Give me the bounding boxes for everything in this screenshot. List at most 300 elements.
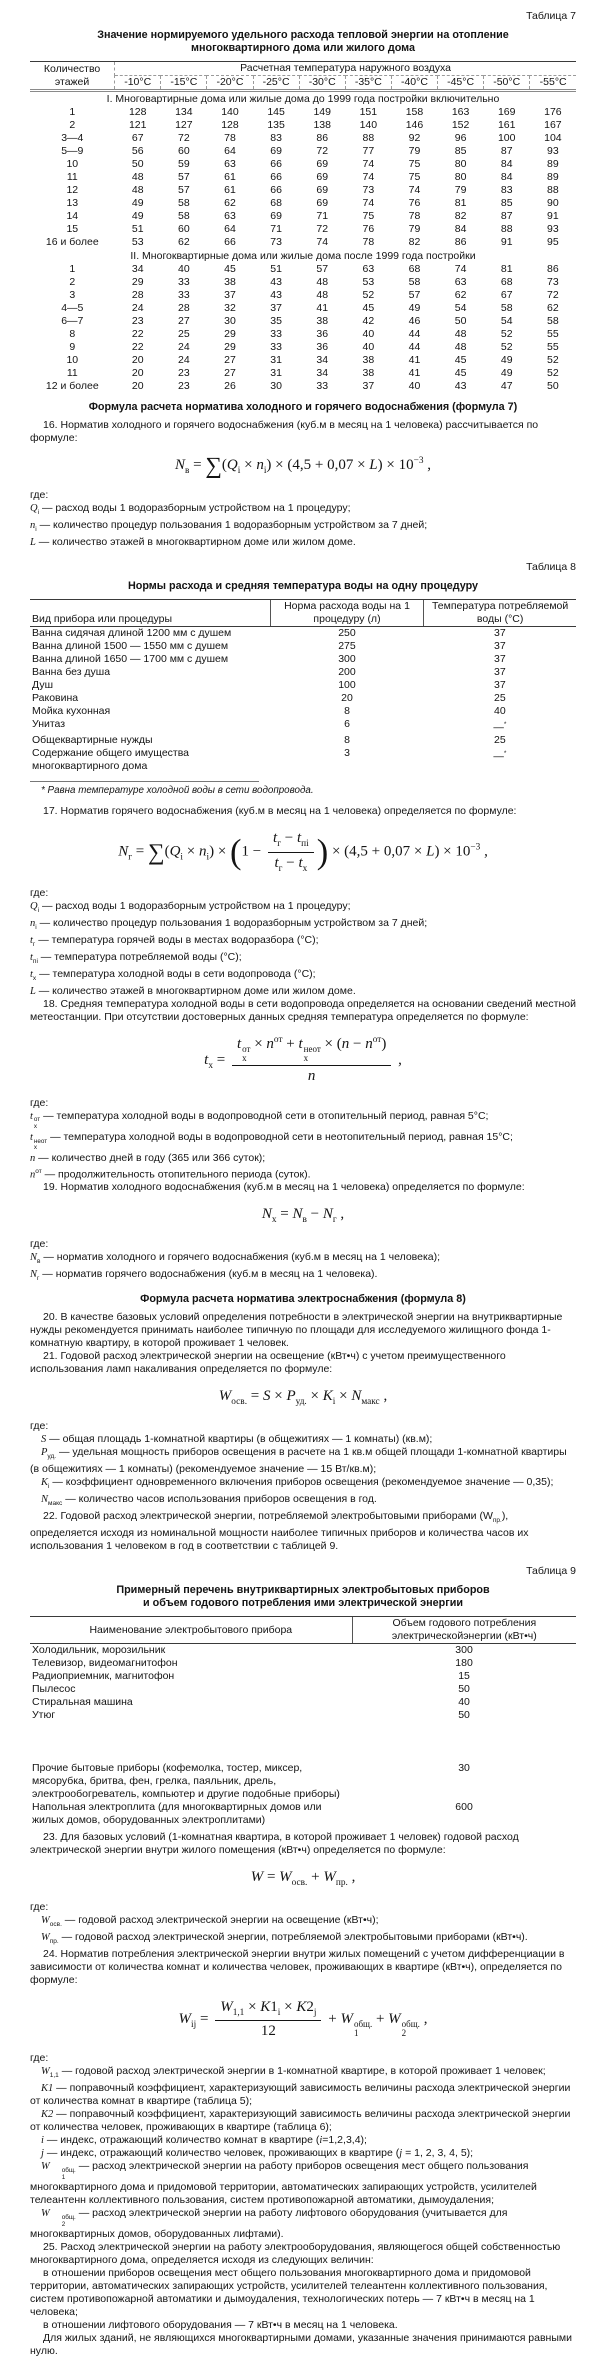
value-cell: 67	[131, 132, 144, 144]
where-label: где:	[30, 1900, 49, 1913]
value-cell: 45	[454, 354, 467, 366]
value-cell: 43	[270, 289, 282, 301]
value-cell: 93	[547, 145, 559, 157]
device-cell: Ванна длиной 1650 — 1700 мм с душем	[32, 652, 229, 665]
value-cell: 30	[224, 315, 236, 327]
table7	[30, 61, 576, 393]
value-cell: 38	[224, 276, 236, 288]
value-cell: 71	[316, 210, 329, 222]
appliance-cell: Холодильник, морозильник	[32, 1644, 166, 1657]
value-cell: 69	[316, 158, 329, 170]
value-cell: 41	[408, 367, 421, 379]
value-cell: 34	[131, 263, 144, 275]
temp-cell: 37	[494, 665, 506, 678]
table9-col2-header: Объем годового потребления электрическойэнергии (кВт•ч)	[352, 1617, 576, 1644]
value-cell: 51	[270, 263, 282, 275]
temp-cell: 37	[494, 652, 506, 665]
footnote-rule	[30, 781, 259, 782]
value-cell: 43	[270, 276, 282, 288]
value-cell: 127	[175, 119, 193, 131]
floors-cell: 13	[66, 197, 79, 209]
floors-cell: 1	[69, 106, 76, 118]
value-cell: 22	[131, 328, 144, 340]
appliance-cell: Прочие бытовые приборы (кофемолка, тостер, миксер, мясорубка, бритва, фен, грелка, паяльник, дрель, электрообогреватель, компьютер и другие подобные приборы)	[32, 1762, 340, 1801]
value-cell: 50	[547, 380, 559, 392]
definition-item: K1 — поправочный коэффициент, характеризующий зависимость величины расхода электрической энергии от количества комнат в квартире (таблица 5);	[30, 2082, 571, 2108]
table9-title-line1: Примерный перечень внутриквартирных электробытовых приборов	[116, 1584, 490, 1597]
value-cell: 68	[408, 263, 421, 275]
value-cell: 93	[547, 223, 559, 235]
paragraph-25: 25. Расход электрической энергии на работу электрооборудования, являющегося общей собственностью многоквартирного дома, определяется исходя из следующих величин:	[30, 2241, 561, 2267]
value-cell: 69	[316, 184, 329, 196]
table-row	[30, 1657, 576, 1670]
value-cell: 169	[497, 106, 516, 118]
value-cell: 134	[175, 106, 193, 118]
consumption-cell: 40	[458, 1696, 470, 1709]
definition-item: j — индекс, отражающий количество человек, проживающих в квартире (j = 1, 2, 3, 4, 5);	[41, 2147, 474, 2160]
definition-item: W общ. 2 — расход электрической энергии на работу лифтового оборудования (учитывается для многоквартирных домов, оборудованных лифтами).	[30, 2207, 508, 2241]
paragraph-16: 16. Норматив холодного и горячего водоснабжения (куб.м в месяц на 1 человека) рассчитывается по формуле:	[30, 419, 539, 444]
value-cell: 52	[362, 289, 375, 301]
value-cell: 67	[500, 289, 513, 301]
value-cell: 69	[270, 145, 282, 157]
floors-cell: 11	[66, 171, 78, 183]
table-row	[30, 184, 576, 197]
value-cell: 128	[128, 106, 147, 118]
value-cell: 85	[454, 145, 467, 157]
value-cell: 23	[177, 367, 190, 379]
table7-title-line2: многоквартирного дома или жилого дома	[191, 42, 415, 54]
value-cell: 20	[131, 380, 144, 392]
table8-title: Нормы расхода и средняя температура воды на одну процедуру	[127, 579, 479, 592]
definition-item: $P_{уд.}$ — удельная мощность приборов освещения в расчете на 1 кв.м общей площади 1-комнатной квартиры (в общежитиях — 1 комнаты) (рекомендуемое значение — 15 Вт/кв.м);	[30, 1445, 567, 1475]
value-cell: 86	[547, 263, 559, 275]
value-cell: 38	[316, 315, 329, 327]
floors-cell: 1	[69, 263, 76, 275]
table7-label: Таблица 7	[526, 10, 576, 22]
table7-section1-body	[30, 106, 576, 249]
value-cell: 82	[408, 236, 421, 248]
value-cell: 49	[408, 302, 421, 314]
definition-item: $N_г$ — норматив горячего водоснабжения (куб.м в месяц на 1 человека).	[30, 1267, 378, 1283]
value-cell: 66	[224, 236, 236, 248]
temp-header-cell: -25°С	[253, 76, 299, 91]
table7-title	[30, 29, 576, 55]
value-cell: 38	[362, 354, 375, 366]
value-cell: 23	[131, 315, 144, 327]
value-cell: 45	[362, 302, 375, 314]
value-cell: 63	[362, 263, 375, 275]
value-cell: 26	[224, 380, 236, 392]
temp-cell: —*	[493, 750, 507, 763]
value-cell: 55	[547, 341, 559, 353]
where-label: где:	[30, 1419, 49, 1432]
value-cell: 76	[408, 197, 421, 209]
table7-title-line1: Значение нормируемого удельного расхода тепловой энергии на отопление	[97, 29, 509, 41]
value-cell: 82	[454, 210, 467, 222]
consumption-cell: 300	[455, 1644, 473, 1657]
value-cell: 61	[224, 171, 236, 183]
value-cell: 74	[454, 263, 467, 275]
where-label: где:	[30, 886, 49, 899]
table8-footnote: * Равна температуре холодной воды в сети водопровода.	[41, 785, 314, 797]
table9	[30, 1616, 576, 1827]
value-cell: 158	[405, 106, 424, 118]
table7-section2-body	[30, 263, 576, 393]
value-cell: 49	[131, 210, 144, 222]
value-cell: 78	[224, 132, 236, 144]
formula-energy-norm: $W_{ij}$ = $\frac{W_{1,1} \times K1_i \times K2_j}{12}$ + W общ. 1 + W общ. 2 ,	[178, 1998, 428, 2040]
where-list-19	[30, 1251, 576, 1285]
temp-header-cell: -35°С	[345, 76, 391, 91]
value-cell: 57	[177, 171, 190, 183]
table-row	[30, 223, 576, 236]
value-cell: 79	[408, 223, 421, 235]
value-cell: 100	[497, 132, 516, 144]
value-cell: 54	[454, 302, 467, 314]
paragraph-20: 20. В качестве базовых условий определения потребности в электрической энергии на внутриквартирные нужды рекомендуется принимать наиболее типичную по площади для исследуемого жилищного фонда 1-комнатную квартиру, в которой проживает 1 человек.	[30, 1311, 563, 1350]
value-cell: 59	[177, 158, 190, 170]
definition-item: $W_{пр.}$ — годовой расход электрической энергии, потребляемой электробытовыми приборами (кВт•ч).	[41, 1930, 528, 1945]
value-cell: 66	[270, 184, 282, 196]
table-row	[30, 341, 576, 354]
value-cell: 27	[224, 354, 236, 366]
appliance-cell: Стиральная машина	[32, 1696, 133, 1709]
formula-cold-water-temp: $t_х$ = t от х × $n^{от} + t$ неот х × $(n - n^{от})$ n ,	[204, 1034, 402, 1084]
temp-cell: 37	[494, 626, 506, 639]
table-row	[30, 210, 576, 223]
definition-item: t от х — температура холодной воды в водопроводной сети в отопительный период, равная 5°С;	[30, 1109, 489, 1131]
value-cell: 63	[224, 210, 236, 222]
value-cell: 68	[500, 276, 513, 288]
table-row	[30, 302, 576, 315]
value-cell: 135	[267, 119, 285, 131]
temp-header-cell: -15°С	[161, 76, 207, 91]
norm-cell: 20	[341, 691, 353, 704]
table8	[30, 599, 576, 774]
value-cell: 78	[362, 236, 375, 248]
value-cell: 140	[221, 106, 239, 118]
value-cell: 88	[500, 223, 513, 235]
value-cell: 83	[500, 184, 513, 196]
paragraph-25-item1: в отношении приборов освещения мест общего пользования многоквартирного дома и придомовой территории, автоматических запирающих устройств, усилителей телеантенн коллективного пользования, систем противопожарной автоматики и дымоудаления, технологических потерь — 7 кВт•ч в месяц на 1 человека;	[30, 2267, 548, 2319]
value-cell: 149	[313, 106, 331, 118]
value-cell: 69	[316, 197, 329, 209]
value-cell: 28	[177, 302, 190, 314]
table7-section2-title: II. Многоквартирные дома или жилые дома после 1999 года постройки	[130, 250, 476, 262]
value-cell: 24	[177, 341, 190, 353]
value-cell: 38	[362, 367, 375, 379]
value-cell: 60	[177, 223, 190, 235]
floors-cell: 3	[69, 289, 76, 301]
value-cell: 74	[362, 171, 375, 183]
temp-cell: —*	[493, 720, 507, 734]
paragraph-22: 22. Годовой расход электрической энергии, потребляемой электробытовыми приборами $(W_{пр.})$, определяется исходя из номинальной мощности наиболее типичных приборов и количества часов их использования 1 человеком в год в соответствии с таблицей 9.	[30, 1509, 529, 1553]
value-cell: 176	[544, 106, 562, 118]
value-cell: 83	[270, 132, 282, 144]
value-cell: 56	[131, 145, 144, 157]
value-cell: 36	[316, 328, 329, 340]
value-cell: 138	[313, 119, 331, 131]
device-cell: Содержание общего имущества многоквартирного дома	[32, 747, 190, 773]
value-cell: 41	[316, 302, 329, 314]
temp-header-cell: -20°С	[207, 76, 253, 91]
value-cell: 85	[500, 197, 513, 209]
heading-formula8: Формула расчета норматива электроснабжения (формула 8)	[140, 1293, 466, 1306]
table-row	[30, 354, 576, 367]
value-cell: 72	[316, 145, 329, 157]
value-cell: 63	[224, 158, 236, 170]
floors-cell: 2	[69, 119, 76, 131]
value-cell: 76	[362, 223, 375, 235]
value-cell: 40	[408, 380, 421, 392]
value-cell: 62	[177, 236, 190, 248]
value-cell: 151	[359, 106, 378, 118]
value-cell: 69	[270, 210, 282, 222]
device-cell: Унитаз	[32, 717, 66, 730]
norm-cell: 200	[338, 665, 356, 678]
device-cell: Мойка кухонная	[32, 704, 111, 717]
value-cell: 41	[408, 354, 421, 366]
table8-col2-header: Норма расхода воды на 1 процедуру (л)	[270, 599, 424, 626]
value-cell: 20	[131, 367, 144, 379]
value-cell: 62	[547, 302, 559, 314]
value-cell: 43	[454, 380, 467, 392]
definition-item: K2 — поправочный коэффициент, характеризующий зависимость величины расхода электрической энергии от количества человек, проживающих в квартире (таблица 6);	[30, 2108, 571, 2134]
where-list-18	[30, 1110, 576, 1182]
value-cell: 74	[316, 236, 329, 248]
value-cell: 79	[454, 184, 467, 196]
floors-cell: 15	[66, 223, 79, 235]
value-cell: 58	[408, 276, 421, 288]
floors-cell: 4—5	[61, 302, 84, 314]
table-row	[30, 158, 576, 171]
value-cell: 74	[362, 197, 375, 209]
value-cell: 87	[500, 210, 513, 222]
value-cell: 42	[362, 315, 375, 327]
table8-col3-header: Температура потребляемой воды (°С)	[424, 599, 576, 626]
temp-cell: 37	[494, 639, 506, 652]
appliance-cell: Радиоприемник, магнитофон	[32, 1670, 175, 1683]
table-row	[30, 276, 576, 289]
value-cell: 80	[454, 158, 467, 170]
temp-cell: 25	[494, 691, 506, 704]
where-label: где:	[30, 488, 49, 501]
where-list-24	[30, 2065, 576, 2241]
definition-item: $Q_i$ — расход воды 1 водоразборным устройством на 1 процедуру;	[30, 899, 351, 914]
table9-label: Таблица 9	[526, 1565, 576, 1578]
value-cell: 61	[224, 184, 236, 196]
value-cell: 72	[316, 223, 329, 235]
value-cell: 24	[131, 302, 144, 314]
value-cell: 37	[362, 380, 375, 392]
value-cell: 36	[316, 341, 329, 353]
paragraph-25-final: Для жилых зданий, не являющихся многоквартирными домами, указанные значения принимаются равными нулю.	[30, 2332, 572, 2358]
definition-item: $n_i$ — количество процедур пользования 1 водоразборным устройством за 7 дней;	[30, 916, 428, 931]
temp-header-cell: -50°С	[484, 76, 530, 91]
floors-cell: 8	[69, 328, 76, 340]
value-cell: 58	[177, 210, 190, 222]
table-row	[30, 747, 576, 773]
formula-total-energy: $W = W_{осв.} + W_{пр.}$ ,	[250, 1869, 356, 1889]
value-cell: 91	[500, 236, 513, 248]
norm-cell: 100	[338, 678, 356, 691]
norm-cell: 6	[344, 717, 350, 730]
value-cell: 121	[128, 119, 147, 131]
table-row	[30, 1670, 576, 1683]
value-cell: 95	[547, 236, 559, 248]
table-row	[30, 106, 576, 119]
definition-item: $N_в$ — норматив холодного и горячего водоснабжения (куб.м в месяц на 1 человека);	[30, 1250, 441, 1265]
value-cell: 80	[454, 171, 467, 183]
table7-floors-header: Количество этажей	[30, 62, 115, 91]
value-cell: 57	[408, 289, 421, 301]
value-cell: 29	[131, 276, 144, 288]
table-row	[30, 692, 576, 705]
table7-header	[30, 62, 576, 91]
table9-header	[30, 1617, 576, 1644]
appliance-cell: Напольная электроплита (для многоквартирных домов или жилых домов, оборудованных электроплитами)	[32, 1801, 322, 1827]
consumption-cell: 50	[458, 1709, 470, 1722]
definition-item: $W_{1,1}$ — годовой расход электрической энергии в 1-комнатной квартире, в которой проживает 1 человек;	[41, 2065, 546, 2080]
table-row	[30, 1762, 576, 1801]
value-cell: 54	[500, 315, 513, 327]
value-cell: 34	[316, 367, 329, 379]
device-cell: Раковина	[32, 691, 79, 704]
appliance-cell: Телевизор, видеомагнитофон	[32, 1657, 178, 1670]
norm-cell: 8	[344, 704, 350, 717]
value-cell: 161	[497, 119, 516, 131]
definition-item: $n^{от}$ — продолжительность отопительного периода (суток).	[30, 1167, 311, 1181]
value-cell: 57	[316, 263, 329, 275]
norm-cell: 300	[338, 652, 356, 665]
value-cell: 84	[500, 171, 513, 183]
floors-cell: 16 и более	[45, 236, 99, 248]
value-cell: 58	[500, 302, 513, 314]
where-label: где:	[30, 2052, 49, 2065]
value-cell: 27	[224, 367, 236, 379]
table-row	[30, 1801, 576, 1827]
temp-cell: 25	[494, 734, 506, 747]
floors-cell: 10	[66, 158, 79, 170]
value-cell: 44	[408, 341, 421, 353]
table-row	[30, 718, 576, 735]
value-cell: 29	[224, 328, 236, 340]
value-cell: 66	[270, 171, 282, 183]
where-label: где:	[30, 1096, 49, 1109]
value-cell: 35	[270, 315, 282, 327]
value-cell: 60	[177, 145, 190, 157]
definition-item: t неот х — температура холодной воды в водопроводной сети в неотопительный период, равная 15°С;	[30, 1130, 513, 1152]
value-cell: 45	[454, 367, 467, 379]
value-cell: 91	[547, 210, 559, 222]
value-cell: 145	[267, 106, 285, 118]
value-cell: 49	[500, 354, 513, 366]
table-row	[30, 653, 576, 666]
definition-item: S — общая площадь 1-комнатной квартиры (в общежитиях — 1 комнаты) (кв.м);	[41, 1432, 433, 1445]
table-row	[30, 1696, 576, 1709]
table9-col1-header: Наименование электробытового прибора	[30, 1617, 352, 1644]
value-cell: 37	[224, 289, 236, 301]
definition-item: $K_i$ — коэффициент одновременного включения приборов освещения (рекомендуемое значение — 0,35);	[41, 1475, 554, 1490]
table-row	[30, 626, 576, 640]
paragraph-17: 17. Норматив горячего водоснабжения (куб.м в месяц на 1 человека) определяется по формуле:	[43, 805, 517, 818]
value-cell: 31	[270, 354, 282, 366]
value-cell: 104	[544, 132, 562, 144]
table-row	[30, 666, 576, 679]
paragraph-24: 24. Норматив потребления электрической энергии внутри жилых помещений с учетом дифференциации в зависимости от количества комнат и количества человек, проживающих в квартире (кВт•ч), определяется по формуле:	[30, 1947, 565, 1986]
value-cell: 68	[270, 197, 282, 209]
formula-hot-water: $N_г = \sum(Q_i \times n_i) \times (1$ − $\frac{t_г - t_{пi}}{t_г - t_х}$ ) × $(4,5 + 0,07 \times L) \times 10^{-3}$ ,	[118, 830, 488, 874]
value-cell: 84	[454, 223, 467, 235]
where-list-21	[30, 1433, 576, 1510]
temp-header-cell: -45°С	[438, 76, 484, 91]
value-cell: 73	[547, 276, 559, 288]
table-row	[30, 289, 576, 302]
value-cell: 33	[177, 276, 190, 288]
value-cell: 58	[547, 315, 559, 327]
consumption-cell: 15	[458, 1670, 470, 1683]
value-cell: 53	[131, 236, 144, 248]
norm-cell: 250	[338, 626, 356, 639]
table-row	[30, 679, 576, 692]
norm-cell: 3	[344, 747, 350, 760]
value-cell: 57	[177, 184, 190, 196]
definition-item: $t_{пi}$ — температура потребляемой воды (°С);	[30, 950, 242, 965]
temp-header-cell: -30°С	[299, 76, 345, 91]
table-row	[30, 1683, 576, 1696]
value-cell: 52	[500, 341, 513, 353]
value-cell: 52	[547, 354, 559, 366]
definition-item: L — количество этажей в многоквартирном доме или жилом доме.	[30, 984, 356, 997]
temp-header-cell: -55°С	[530, 76, 576, 91]
value-cell: 48	[454, 341, 467, 353]
value-cell: 30	[270, 380, 282, 392]
device-cell: Душ	[32, 678, 54, 691]
table-row	[30, 380, 576, 393]
value-cell: 92	[408, 132, 421, 144]
value-cell: 88	[547, 184, 559, 196]
value-cell: 33	[270, 341, 282, 353]
value-cell: 23	[177, 380, 190, 392]
where-list-16	[30, 502, 576, 549]
table8-header	[30, 599, 576, 626]
table-row	[30, 734, 576, 747]
value-cell: 46	[408, 315, 421, 327]
value-cell: 51	[131, 223, 144, 235]
value-cell: 28	[131, 289, 144, 301]
table-row	[30, 132, 576, 145]
value-cell: 53	[362, 276, 375, 288]
value-cell: 48	[131, 184, 144, 196]
floors-cell: 6—7	[61, 315, 84, 327]
table-row	[30, 1709, 576, 1722]
temp-header-cell: -40°С	[391, 76, 437, 91]
value-cell: 86	[316, 132, 329, 144]
value-cell: 66	[270, 158, 282, 170]
definition-item: n — количество дней в году (365 или 366 суток);	[30, 1151, 266, 1164]
table9-body-main	[30, 1644, 576, 1723]
temp-cell: 40	[494, 704, 506, 717]
table9-body-other	[30, 1762, 576, 1827]
value-cell: 63	[454, 276, 467, 288]
value-cell: 31	[270, 367, 282, 379]
table-row	[30, 328, 576, 341]
definition-item: $W_{осв.}$ — годовой расход электрической энергии на освещение (кВт•ч);	[41, 1913, 379, 1928]
value-cell: 45	[224, 263, 236, 275]
value-cell: 152	[451, 119, 470, 131]
floors-cell: 10	[66, 354, 79, 366]
